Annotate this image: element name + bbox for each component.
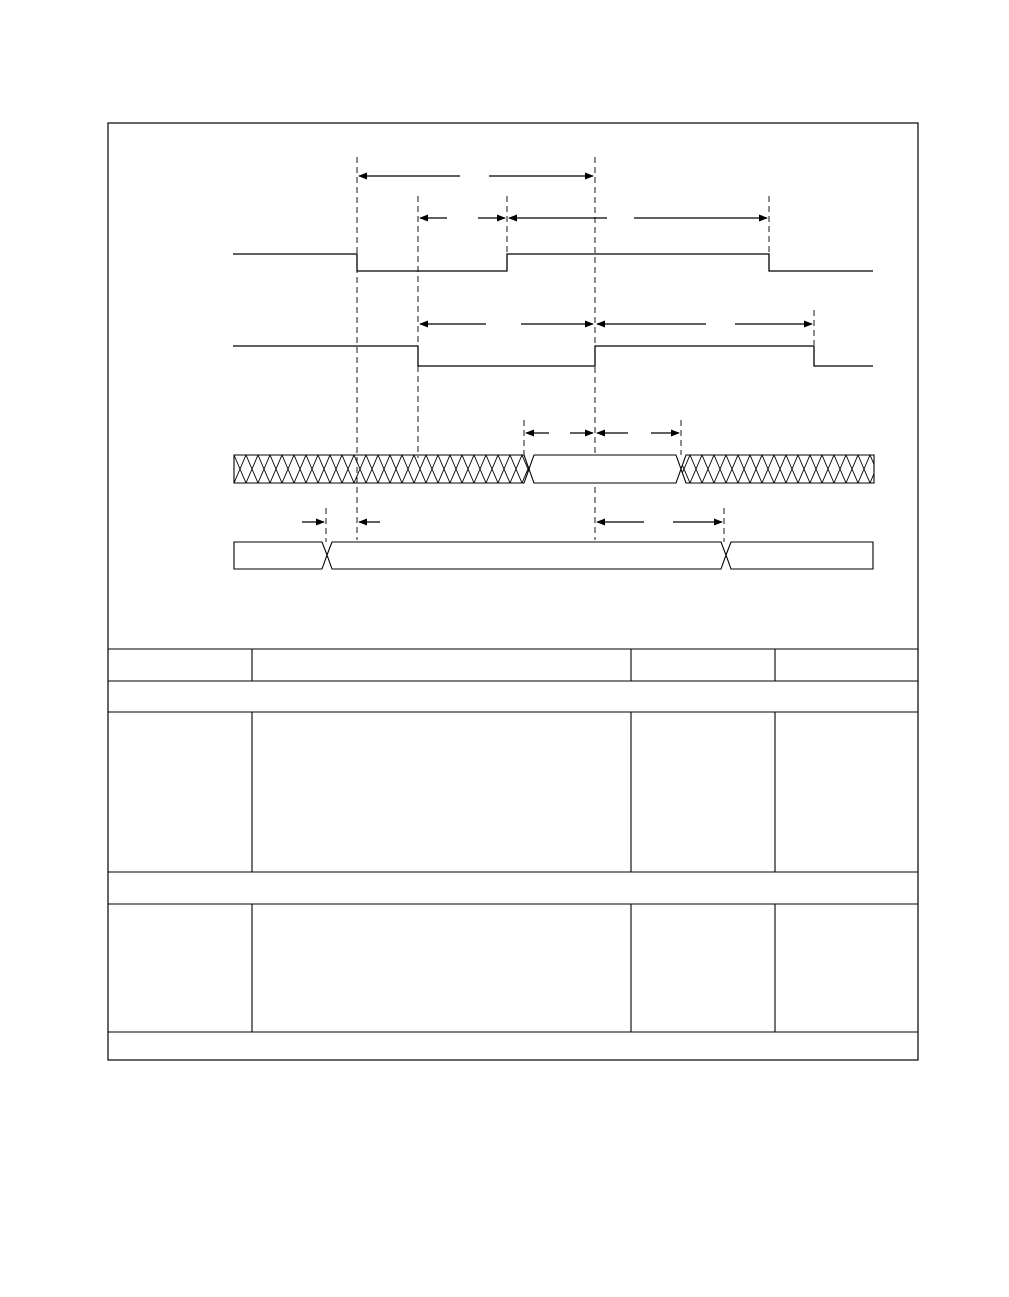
- bus-1-valid-segment: [529, 455, 681, 483]
- bus-2-segment: [726, 542, 873, 569]
- signal-2-waveform: [233, 346, 873, 366]
- bus-1-invalid-segment: [681, 455, 874, 483]
- bus-2-segment: [234, 542, 327, 569]
- bus-1-waveform: [234, 455, 874, 483]
- bus-2-waveform: [234, 542, 873, 569]
- bus-2-segment: [327, 542, 726, 569]
- figure-frame: [108, 123, 918, 1060]
- signal-1-waveform: [233, 254, 873, 271]
- reference-lines: [326, 157, 814, 542]
- parameter-table: [108, 649, 918, 1032]
- bus-1-invalid-segment: [234, 455, 529, 483]
